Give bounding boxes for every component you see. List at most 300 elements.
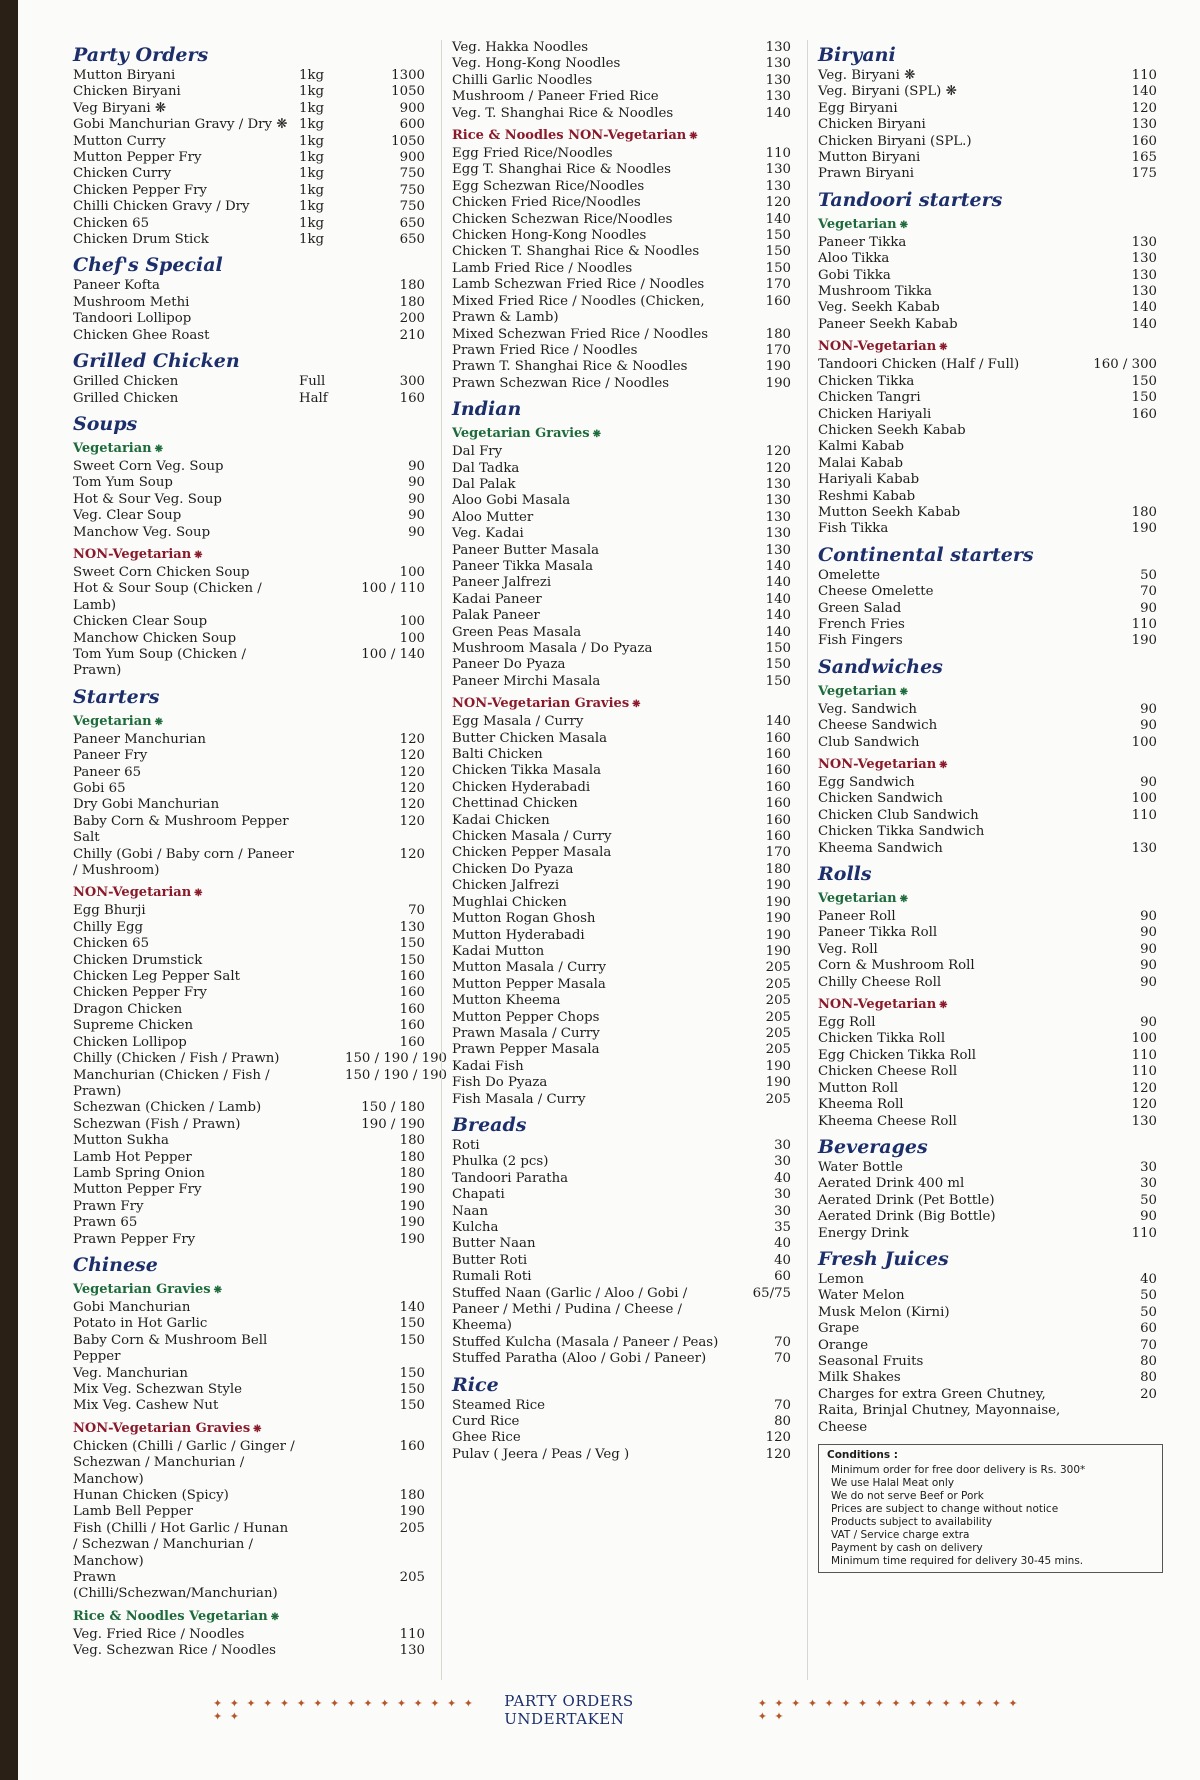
item-name: Mutton Hyderabadi [452,927,585,943]
item-name: Chicken Hariyali [818,406,932,422]
item-name: Veg. T. Shanghai Rice & Noodles [452,105,674,121]
item-price: 30 [774,1187,791,1203]
item-name: Chicken Masala / Curry [452,829,612,845]
item-price: 120 [765,195,791,211]
item-price: 180 [1131,504,1157,520]
item-name: Gobi Manchurian [73,1299,191,1315]
menu-item [452,1154,797,1170]
menu-item [452,106,797,122]
condition-line: Prices are subject to change without notice [831,1503,1059,1515]
item-price: 130 [1131,1113,1157,1129]
item-name: Pulav ( Jeera / Peas / Veg ) [452,1446,630,1462]
item-name: Fish Masala / Curry [452,1091,586,1107]
item-name: Gobi Tikka [818,267,891,283]
item-name: Mix Veg. Cashew Nut [73,1398,219,1414]
menu-item [818,284,1163,300]
item-price: 50 [1140,1288,1157,1304]
item-price: 650 [399,232,425,248]
menu-item [452,1269,797,1285]
item-price: 110 [399,1626,425,1642]
condition-line: We use Halal Meat only [831,1477,955,1489]
category-label-text: NON-Vegetarian [818,757,937,772]
non-veg-mark-icon: ❋ [632,699,641,711]
menu-item [73,1232,431,1248]
veg-mark-icon: ❋ [899,686,909,698]
item-qty: 1kg [299,215,325,231]
menu-item [452,327,797,343]
menu-section [452,40,797,392]
item-name: Egg Biryani [818,100,898,116]
category-label-text: Rice & Noodles Vegetarian [73,1608,268,1624]
menu-item [452,1447,797,1463]
item-price: 130 [765,476,791,492]
item-price: 130 [399,919,425,935]
item-price: 120 [765,1446,791,1462]
category-label [452,696,797,711]
menu-column-3 [807,40,1173,1680]
item-price: 165 [1131,150,1157,166]
menu-item [452,1430,797,1446]
item-qty: 1kg [299,150,325,166]
item-price: 190 [765,1075,791,1091]
item-price: 150 [765,673,791,689]
menu-item [73,475,431,491]
item-price: 160 [765,747,791,763]
menu-item [452,641,797,657]
item-price: 90 [1140,600,1157,616]
item-qty: 1kg [299,117,325,133]
item-name: Chicken Fried Rice/Noodles [452,195,641,211]
item-price: 140 [399,1299,425,1315]
item-price: 90 [1140,1209,1157,1225]
item-name: Chicken 65 [73,936,150,952]
item-name: Omelette [818,567,881,583]
item-price: 160 [399,390,425,406]
item-name: Butter Roti [452,1252,528,1268]
item-name: Manchow Chicken Soup [73,630,237,646]
category-label [452,426,797,441]
menu-item [818,166,1163,182]
item-name: Butter Naan [452,1236,536,1252]
condition-line: Payment by cash on delivery [831,1542,983,1554]
menu-item [452,179,797,195]
menu-item [73,1521,431,1570]
item-name: Water Melon [818,1288,905,1304]
item-name: Manchow Veg. Soup [73,524,211,540]
item-price: 180 [399,1133,425,1149]
menu-item [818,317,1163,333]
menu-item [73,1002,431,1018]
menu-item [818,1370,1163,1386]
item-name: Fish (Chilli / Hot Garlic / Hunan / Schezwan / Manchurian / Manchow) [73,1520,289,1569]
item-name: Lamb Hot Pepper [73,1149,192,1165]
item-name: Mutton Pepper Fry [73,150,202,166]
non-veg-mark-icon: ❋ [253,1423,262,1435]
item-price: 190 [765,359,791,375]
item-price: 200 [399,311,425,327]
menu-item [452,277,797,293]
item-price: 150 [1131,373,1157,389]
item-price: 30 [774,1137,791,1153]
menu-item [818,101,1163,117]
menu-item [818,909,1163,925]
item-name: Mixed Schezwan Fried Rice / Noodles [452,326,709,342]
condition-line: Products subject to availability [831,1516,993,1528]
item-name: Egg Bhurji [73,903,146,919]
item-qty: 1kg [299,199,325,215]
item-qty: 1kg [299,182,325,198]
category-label-text: NON-Vegetarian [73,885,192,901]
item-name: Chicken Hyderabadi [452,779,591,795]
menu-item [818,1015,1163,1031]
item-name: Manchurian (Chicken / Fish / Prawn) [73,1067,270,1099]
non-veg-mark-icon: ❋ [194,549,203,561]
item-price: 90 [408,475,425,491]
item-name: Mix Veg. Schezwan Style [73,1382,242,1397]
item-name: Stuffed Paratha (Aloo / Gobi / Paneer) [452,1351,707,1367]
item-name: Chicken Do Pyaza [452,861,574,877]
item-name: Egg Masala / Curry [452,714,584,730]
item-price: 70 [1140,1337,1157,1353]
item-name: Milk Shakes [818,1370,901,1386]
item-name: Chicken Biryani (SPL.) [818,133,972,149]
menu-item [452,146,797,162]
category-label [73,547,431,562]
item-price: 130 [1131,234,1157,250]
item-name: Mutton Seekh Kabab [818,504,961,520]
menu-item [73,920,431,936]
item-price: 110 [1131,616,1157,632]
menu-item [452,1204,797,1220]
menu-item [73,295,431,311]
item-name: Aloo Tikka [818,251,890,267]
item-price: 160 [399,1034,425,1050]
item-price: 100 [1131,791,1157,807]
menu-section [452,1374,797,1464]
menu-item [73,1570,431,1603]
menu-item [452,592,797,608]
item-price: 30 [774,1154,791,1170]
item-name: Veg. Schezwan Rice / Noodles [73,1643,276,1659]
item-name: Dal Palak [452,476,516,492]
item-qty: 1kg [299,100,325,116]
item-name: Chicken Biryani [818,117,926,133]
item-price: 190 [765,943,791,959]
menu-item [73,199,431,215]
section-title: Grilled Chicken [73,350,240,373]
menu-item [452,1171,797,1187]
item-price: 150 [1131,390,1157,406]
item-name: Aloo Gobi Masala [452,493,571,509]
item-name: Chicken Tangri [818,390,921,406]
item-price: 60 [1140,1321,1157,1337]
menu-item [818,791,1163,807]
menu-item [73,1382,431,1398]
category-label [73,714,431,729]
menu-item [73,311,431,327]
item-name: Mughlai Chicken [452,894,567,910]
item-price: 180 [399,1149,425,1165]
item-name: Tom Yum Soup [73,475,173,491]
item-name: Chicken Club Sandwich [818,807,979,823]
item-name: Egg T. Shanghai Rice & Noodles [452,162,671,178]
item-price: 190 / 190 [361,1116,425,1132]
item-price: 1050 [391,84,425,100]
footer-text: PARTY ORDERS UNDERTAKEN [504,1692,634,1728]
item-price: 140 [765,558,791,574]
item-name: Chilli Chicken Gravy / Dry [73,199,250,215]
category-label [73,1609,431,1624]
item-qty: 1kg [299,232,325,248]
condition-line: VAT / Service charge extra [831,1529,970,1541]
item-price: 130 [1131,117,1157,133]
menu-item [818,407,1163,423]
item-name: Lamb Schezwan Fried Rice / Noodles [452,277,705,293]
item-price: 140 [765,608,791,624]
section-title: Beverages [818,1135,928,1158]
menu-item [73,1333,431,1366]
item-price: 160 [399,985,425,1001]
item-name: Stuffed Kulcha (Masala / Paneer / Peas) [452,1334,719,1350]
section-title: Tandoori starters [818,188,1003,211]
item-name: Egg Fried Rice/Noodles [452,146,613,162]
category-label-text: Vegetarian Gravies [452,426,590,442]
menu-item [818,374,1163,390]
item-price: 190 [765,878,791,894]
non-veg-mark-icon: ❋ [939,1000,948,1012]
item-name: Kheema Sandwich [818,840,943,856]
item-price: 160 [765,763,791,779]
menu-item [73,1366,431,1382]
item-price: 120 [399,781,425,796]
item-name: Chicken Schezwan Rice/Noodles [452,211,673,227]
item-name: Chilli Garlic Noodles [452,72,593,88]
item-name: Chicken Leg Pepper Salt [73,969,240,985]
menu-item [73,1133,431,1149]
item-price: 70 [408,903,425,919]
item-price: 120 [765,444,791,460]
menu-item [452,1138,797,1154]
item-price: 150 [399,1365,425,1381]
item-name: Tandoori Paratha [452,1170,569,1186]
menu-item [73,1316,431,1332]
menu-item [452,878,797,894]
category-label-text: Vegetarian Gravies [73,1281,211,1297]
menu-item [73,614,431,630]
item-price: 120 [1131,1080,1157,1096]
item-name: Chapati [452,1187,505,1203]
item-price: 130 [765,56,791,72]
footer-banner [213,1692,1033,1728]
menu-item [73,525,431,541]
item-price: 190 [765,911,791,927]
item-name: French Fries [818,616,905,632]
item-price: 160 [399,1438,425,1454]
menu-item [73,903,431,919]
category-label [452,128,797,143]
menu-item [73,1117,431,1133]
item-price: 650 [399,215,425,231]
menu-item [73,134,431,150]
menu-item [73,647,431,680]
item-qty: 1kg [299,133,325,149]
veg-mark-icon: ❋ [899,219,909,231]
category-label [818,997,1163,1012]
item-price: 160 [399,1001,425,1017]
menu-item [818,268,1163,284]
item-name: Palak Paneer [452,608,540,624]
veg-mark-icon: ❋ [592,429,601,441]
section-title: Breads [452,1113,527,1136]
menu-item [818,775,1163,791]
menu-item [818,357,1163,373]
category-label [73,1282,431,1297]
item-name: Tandoori Lollipop [73,311,192,327]
menu-item [452,813,797,829]
item-price: 750 [399,182,425,198]
category-label-text: Vegetarian [818,216,897,232]
item-name: Paneer Manchurian [73,731,206,747]
item-price: 90 [408,458,425,474]
item-name: Paneer Fry [73,748,148,764]
menu-item [73,1035,431,1051]
item-price: 150 / 190 / 190 [345,1051,448,1067]
non-veg-mark-icon: ❋ [939,342,948,354]
category-label [818,757,1163,772]
menu-item [452,1286,797,1335]
item-name: Seasonal Fruits [818,1353,924,1369]
menu-item [452,559,797,575]
item-name: Veg. Biryani (SPL) ❋ [818,84,957,100]
menu-item [452,944,797,960]
menu-item [818,150,1163,166]
item-name: Dal Tadka [452,460,520,476]
item-name: Paneer Mirchi Masala [452,673,601,689]
item-price: 190 [765,894,791,910]
conditions-lines [827,1464,1154,1568]
menu-item [818,1338,1163,1354]
menu-item [452,928,797,944]
menu-item [818,1305,1163,1321]
item-name: Mutton Rogan Ghosh [452,911,596,927]
category-label [73,441,431,456]
menu-item [818,601,1163,617]
item-price: 190 [765,375,791,391]
menu-item [452,714,797,730]
section-title: Biryani [818,44,896,66]
item-price: 90 [1140,925,1157,941]
menu-item [818,423,1163,439]
item-name: Reshmi Kabab [818,488,916,504]
menu-item [73,1439,431,1488]
menu-item [73,936,431,952]
menu-item [73,84,431,100]
item-price: 190 [399,1504,425,1520]
item-name: Mutton Curry [73,133,166,149]
menu-item [73,166,431,182]
item-name: Chilly Cheese Roll [818,974,942,990]
item-price: 190 [399,1198,425,1214]
menu-item [73,1166,431,1182]
menu-item [73,1067,448,1101]
item-name: Phulka (2 pcs) [452,1154,549,1170]
item-price: 140 [1131,84,1157,100]
item-price: 110 [1131,807,1157,823]
item-price: 120 [399,748,425,764]
item-price: 150 [765,228,791,244]
item-price: 150 [765,657,791,673]
item-price: 190 [399,1231,425,1247]
item-name: Chicken Lollipop [73,1034,187,1050]
item-name: Dragon Chicken [73,1001,183,1017]
menu-item [452,845,797,861]
menu-item [452,657,797,673]
menu-item [452,228,797,244]
item-name: Veg. Hakka Noodles [452,40,589,55]
menu-item [818,1354,1163,1370]
item-price: 40 [774,1170,791,1186]
item-price: 180 [399,278,425,294]
item-name: Ghee Rice [452,1430,521,1446]
item-price: 750 [399,166,425,182]
menu-section [818,44,1163,183]
menu-item [452,376,797,392]
item-price: 100 [399,614,425,630]
item-name: Veg. Manchurian [73,1365,188,1381]
menu-item [73,492,431,508]
item-price: 80 [774,1414,791,1430]
category-label [818,217,1163,232]
item-price: 90 [408,491,425,507]
item-name: Fish Do Pyaza [452,1075,548,1091]
menu-item [452,993,797,1009]
item-price: 110 [1131,1064,1157,1080]
veg-mark-icon: ❋ [899,894,909,906]
menu-item [818,1114,1163,1130]
item-price: 140 [765,211,791,227]
item-name: Mutton Biryani [73,68,176,83]
item-name: Aerated Drink (Pet Bottle) [818,1192,995,1208]
item-name: Lemon [818,1271,864,1287]
item-name: Grape [818,1321,860,1337]
item-price: 80 [1140,1370,1157,1386]
menu-item [452,763,797,779]
item-name: Paneer Roll [818,909,896,925]
menu-item [73,1199,431,1215]
menu-item [73,1300,431,1316]
item-name: Chicken Biryani [73,84,181,100]
item-name: Mutton Sukha [73,1133,169,1149]
item-price: 40 [1140,1271,1157,1287]
category-label-text: NON-Vegetarian Gravies [73,1420,251,1436]
menu-item [818,84,1163,100]
non-veg-mark-icon: ❋ [939,760,948,771]
item-price: 160 [399,969,425,985]
item-price: 190 [1131,633,1157,649]
item-name: Gobi 65 [73,781,126,796]
item-name: Butter Chicken Masala [452,730,608,746]
item-price: 130 [1131,267,1157,283]
item-price: 160 [1131,406,1157,422]
item-price: 160 [1131,133,1157,149]
item-name: Chicken Ghee Roast [73,327,210,343]
item-price: 100 [1131,734,1157,750]
category-label-text: Vegetarian [818,891,897,907]
item-price: 120 [399,846,425,862]
item-name: Tom Yum Soup (Chicken / Prawn) [73,646,246,679]
menu-item [818,808,1163,824]
item-name: Chicken Hong-Kong Noodles [452,228,647,244]
